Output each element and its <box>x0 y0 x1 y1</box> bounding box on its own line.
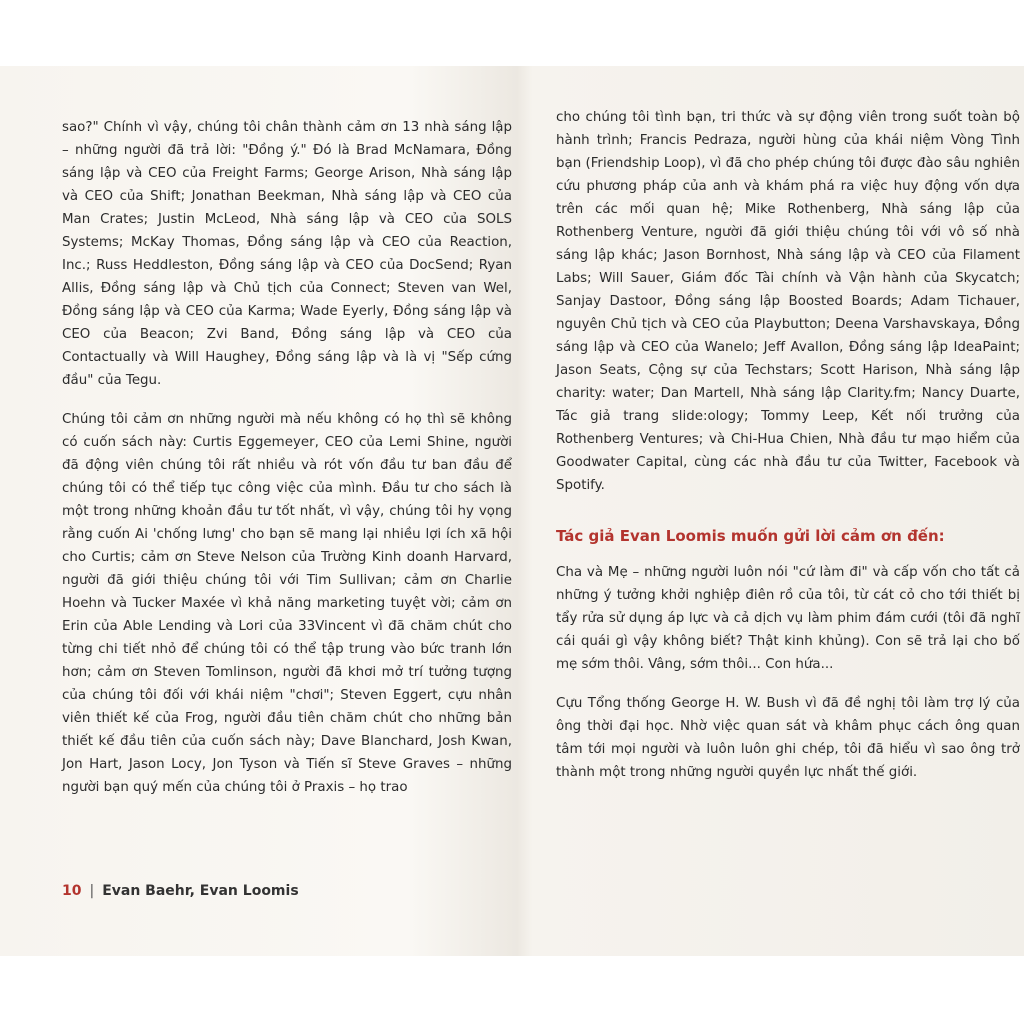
left-page-text <box>62 116 512 815</box>
page-number: 10 <box>62 883 82 899</box>
paragraph: Cha và Mẹ – những người luôn nói "cứ làm đi" và cấp vốn cho tất cả những ý tưởng khởi nghiệp điên rồ của tôi, từ cát cỏ cho tới thiết bị tẩy rửa sử dụng áp lực và cả dịch vụ làm phim đám cưới (tôi đã nghĩ cái quái gì vậy không biết? Thật kinh khủng). Con sẽ trả lại cho bố mẹ sớm thôi. Vâng, sớm thôi... Con hứa... <box>556 565 1020 672</box>
footer-separator: | <box>89 883 95 899</box>
paragraph: Chúng tôi cảm ơn những người mà nếu không có họ thì sẽ không có cuốn sách này: Curtis Eggemeyer, CEO của Lemi Shine, người đã động viên chúng tôi rất nhiều và rót vốn đầu tư ban đầu để chúng tôi có thể tiếp tục công việc của mình. Đầu tư cho sách là một trong những khoản đầu tư tốt nhất, vì vậy, chúng tôi hy vọng rằng cuốn Ai 'chống lưng' cho bạn sẽ mang lại nhiều lợi ích xã hội cho Curtis; cảm ơn Steve Nelson của Trường Kinh doanh Harvard, người đã giới thiệu chúng tôi với Tim Sullivan; cảm ơn Charlie Hoehn và Tucker Maxée vì khả năng marketing tuyệt vời; cảm ơn Erin của Able Lending và Lori của 33Vincent vì đã chăm chút cho từng chi tiết nhỏ để chúng tôi có thể tập trung vào bức tranh lớn hơn; cảm ơn Steven Tomlinson, người đã khơi mở trí tưởng tượng của chúng tôi đối với khái niệm "chơi"; Steven Eggert, cựu nhân viên thiết kế của Frog, người đầu tiên chăm chút cho những bản thiết kế đầu tiên của cuốn sách này; Dave Blanchard, Josh Kwan, Jon Hart, Jason Locy, Jon Tyson và Tiến sĩ Steve Graves – những người bạn quý mến của chúng tôi ở Praxis – họ trao <box>62 412 512 795</box>
section-heading: Tác giả Evan Loomis muốn gửi lời cảm ơn đến: <box>556 527 945 545</box>
paragraph: Cựu Tổng thống George H. W. Bush vì đã đề nghị tôi làm trợ lý của ông thời đại học. Nhờ việc quan sát và khâm phục cách ông quan tâm tới mọi người và luôn luôn ghi chép, tôi đã hiểu vì sao ông trở thành một trong những người quyền lực nhất thế giới. <box>556 696 1020 780</box>
left-page <box>0 66 520 956</box>
paragraph: sao?" Chính vì vậy, chúng tôi chân thành cảm ơn 13 nhà sáng lập – những người đã trả lời: "Đồng ý." Đó là Brad McNamara, Đồng sáng lập và CEO của Freight Farms; George Arison, Nhà sáng lập và CEO của Shift; Jonathan Beekman, Nhà sáng lập và CEO của Man Crates; Justin McLeod, Nhà sáng lập và CEO của SOLS Systems; McKay Thomas, Đồng sáng lập và CEO của Reaction, Inc.; Russ Heddleston, Đồng sáng lập và CEO của DocSend; Ryan Allis, Đồng sáng lập và Chủ tịch của Connect; Steven van Wel, Đồng sáng lập và CEO của Karma; Wade Eyerly, Đồng sáng lập và CEO của Beacon; Zvi Band, Đồng sáng lập và CEO của Contactually và Will Haughey, Đồng sáng lập và là vị "Sếp cứng đầu" của Tegu. <box>62 120 512 388</box>
footer-authors: Evan Baehr, Evan Loomis <box>102 883 299 899</box>
book-spread <box>0 66 1024 956</box>
page-footer <box>62 883 299 899</box>
paragraph: cho chúng tôi tình bạn, tri thức và sự động viên trong suốt toàn bộ hành trình; Francis Pedraza, người hùng của khái niệm Vòng Tình bạn (Friendship Loop), vì đã cho phép chúng tôi được đào sâu nghiên cứu phương pháp của anh và khám phá ra việc huy động vốn dựa trên các mối quan hệ; Mike Rothenberg, Nhà sáng lập của Rothenberg Venture, người đã giới thiệu chúng tôi với vô số nhà sáng lập khác; Jason Bornhost, Nhà sáng lập và CEO của Filament Labs; Will Sauer, Giám đốc Tài chính và Vận hành của Skycatch; Sanjay Dastoor, Đồng sáng lập Boosted Boards; Adam Tichauer, nguyên Chủ tịch và CEO của Playbutton; Deena Varshavskaya, Đồng sáng lập và CEO của Wanelo; Jeff Avallon, Đồng sáng lập IdeaPaint; Jason Seats, Cộng sự của Techstars; Scott Harison, Nhà sáng lập charity: water; Dan Martell, Nhà sáng lập Clarity.fm; Nancy Duarte, Tác giả trang slide:ology; Tommy Leep, Kết nối trưởng của Rothenberg Ventures; và Chi-Hua Chien, Nhà đầu tư mạo hiểm của Goodwater Capital, cùng các nhà đầu tư của Twitter, Facebook và Spotify. <box>556 110 1020 493</box>
right-page-text <box>556 106 1020 800</box>
right-page <box>520 66 1024 956</box>
